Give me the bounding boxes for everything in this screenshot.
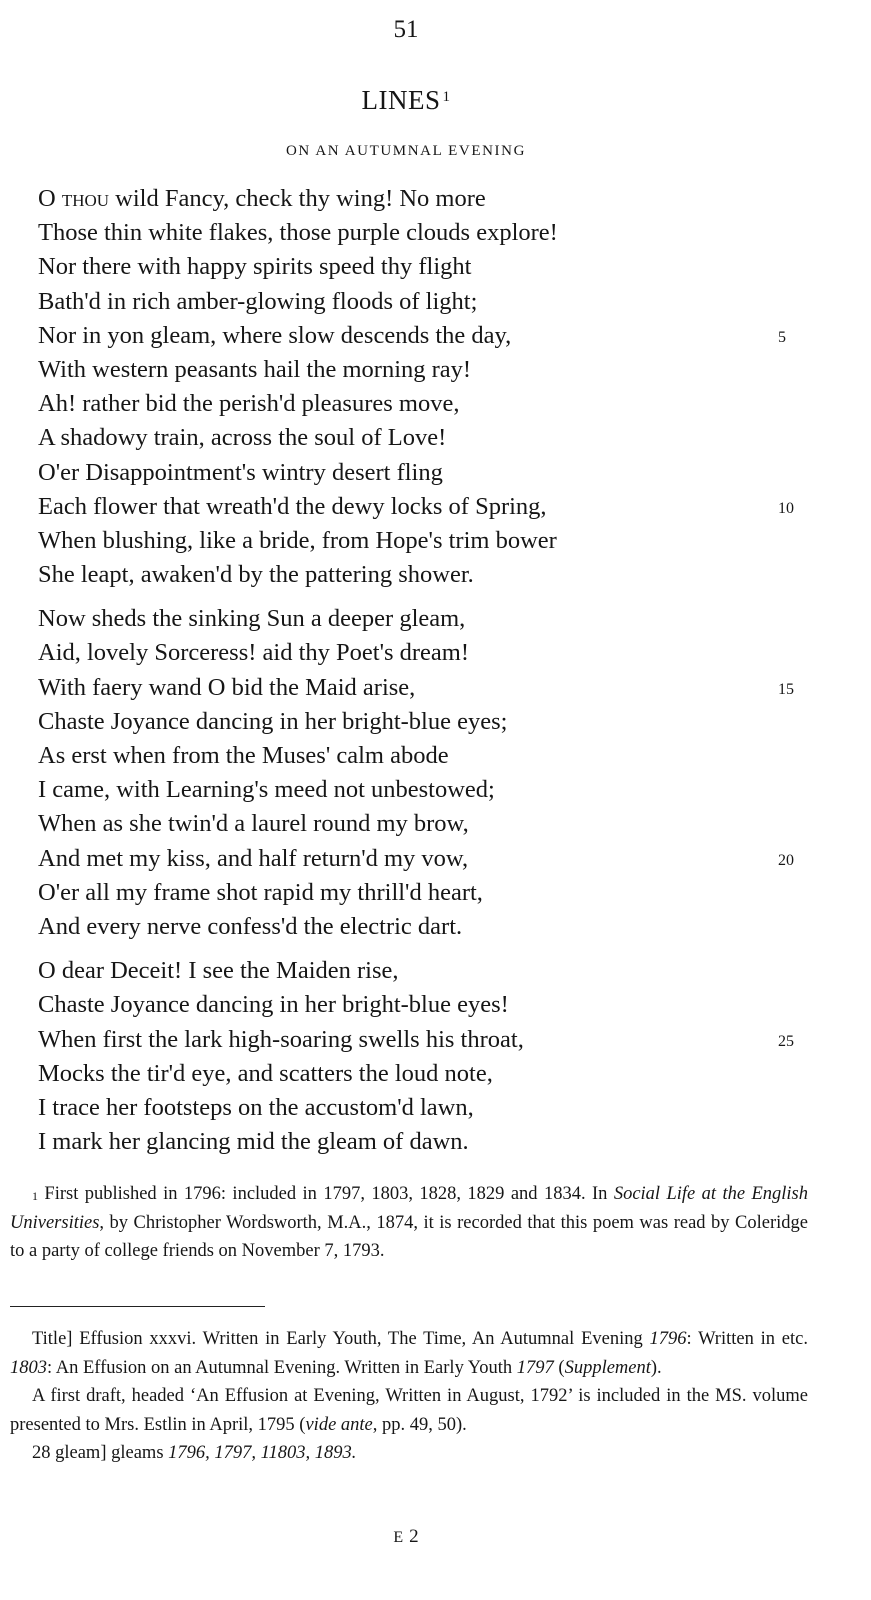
signature-number: 2	[409, 1526, 419, 1547]
footnote	[10, 1180, 808, 1266]
poem-line	[38, 524, 818, 558]
poem-line	[38, 842, 818, 876]
poem-line-text: And met my kiss, and half return'd my vow,	[38, 844, 469, 872]
poem-line	[38, 1023, 818, 1057]
poem-line	[38, 636, 818, 670]
signature-letter: E	[393, 1529, 404, 1546]
poem-line-text: O'er Disappointment's wintry desert fling	[38, 458, 443, 486]
poem-line-text: Mocks the tir'd eye, and scatters the loud note,	[38, 1059, 493, 1087]
poem-line-text: I mark her glancing mid the gleam of dawn.	[38, 1128, 469, 1156]
note-text: (	[553, 1357, 565, 1378]
poem-line	[38, 671, 818, 705]
poem-line-text: wild Fancy, check thy wing! No more	[109, 185, 486, 212]
poem-line-text: With western peasants hail the morning ray!	[38, 355, 472, 383]
footnote-marker: 1	[32, 1189, 38, 1203]
poem-line-text: When first the lark high-soaring swells his throat,	[38, 1025, 524, 1053]
poem-line	[38, 456, 818, 490]
footnote-text: First published in 1796: included in 1797, 1803, 1828, 1829 and 1834. In	[38, 1184, 614, 1204]
poem-line-text: Bath'd in rich amber-glowing floods of light;	[38, 287, 478, 315]
poem-line	[38, 319, 818, 353]
poem-line	[38, 558, 818, 592]
poem-line	[38, 285, 818, 319]
note-text: 28 gleam] gleams	[32, 1443, 169, 1463]
poem-line	[38, 705, 818, 739]
poem-line	[38, 773, 818, 807]
title-footnote-marker: 1	[442, 89, 451, 105]
poem-line-text: When as she twin'd a laurel round my brow,	[38, 810, 469, 838]
poem-line-text: Now sheds the sinking Sun a deeper gleam,	[38, 605, 466, 633]
note-title	[10, 1325, 808, 1382]
note-text: : Written in etc.	[686, 1329, 808, 1349]
poem-line	[38, 1091, 818, 1125]
poem-line	[38, 1125, 818, 1159]
poem-body	[38, 182, 818, 1169]
stanza	[38, 602, 818, 944]
note-supplement: Supplement	[564, 1357, 651, 1378]
line-number: 25	[778, 1032, 794, 1050]
note-text: ).	[650, 1357, 662, 1378]
poem-line-text: As erst when from the Muses' calm abode	[38, 742, 449, 769]
poem-title-text: LINES	[361, 85, 441, 115]
poem-line-text: Ah! rather bid the perish'd pleasures move,	[38, 390, 460, 418]
poem-title	[0, 85, 812, 116]
note-text: : An Effusion on an Autumnal Evening. Written in Early Youth	[47, 1357, 517, 1378]
poem-line-smallcaps: thou	[61, 185, 110, 212]
poem-line-text: With faery wand O bid the Maid arise,	[38, 673, 416, 701]
poem-line	[38, 954, 818, 988]
line-number: 10	[778, 499, 794, 517]
note-vide-ante: vide ante	[305, 1414, 373, 1435]
footnote-paragraph	[10, 1180, 808, 1266]
poem-line	[38, 876, 818, 910]
poem-line	[38, 739, 818, 773]
page-number: 51	[393, 16, 419, 43]
divider-rule	[10, 1306, 265, 1307]
footnote-book-title: Social Life at the English Universities	[10, 1184, 808, 1233]
poem-line-text: A shadowy train, across the soul of Love!	[38, 424, 447, 452]
poem-line-text: O'er all my frame shot rapid my thrill'd heart,	[38, 878, 483, 906]
poem-line-text: Chaste Joyance dancing in her bright-blue eyes!	[38, 991, 509, 1019]
note-first-draft	[10, 1382, 808, 1439]
poem-line-text: She leapt, awaken'd by the pattering shower.	[38, 561, 474, 589]
note-text: Title] Effusion xxxvi. Written in Early Youth, The Time, An Autumnal Evening	[32, 1329, 650, 1349]
poem-line-text: And every nerve confess'd the electric dart.	[38, 912, 463, 940]
poem-line-text: Aid, lovely Sorceress! aid thy Poet's dream!	[38, 639, 470, 667]
poem-line-text: Those thin white flakes, those purple clouds explore!	[38, 219, 558, 247]
poem-line-text: O	[38, 185, 62, 212]
poem-line-text: Nor in yon gleam, where slow descends the day,	[38, 321, 512, 349]
note-year: 1796	[649, 1329, 687, 1349]
poem-line	[38, 807, 818, 841]
line-number: 5	[778, 328, 786, 346]
poem-line-text: Nor there with happy spirits speed thy flight	[38, 253, 472, 281]
poem-line	[38, 910, 818, 944]
poem-subtitle: ON AN AUTUMNAL EVENING	[285, 143, 527, 159]
poem-line-text: O dear Deceit! I see the Maiden rise,	[38, 957, 399, 985]
stanza	[38, 182, 818, 592]
note-text: , pp. 49, 50).	[372, 1414, 467, 1435]
poem-line-text: Each flower that wreath'd the dewy locks of Spring,	[38, 492, 547, 520]
poem-line-text: When blushing, like a bride, from Hope's trim bower	[38, 526, 557, 554]
note-text: A first draft, headed ‘An Effusion at Evening, Written in August, 1792’ is included in the MS. volume presented to Mrs. Estlin in April, 1795 (	[10, 1386, 808, 1435]
poem-line	[38, 182, 818, 216]
line-number: 20	[778, 851, 794, 869]
poem-line	[38, 216, 818, 250]
signature-mark	[0, 1526, 812, 1548]
poem-line	[38, 353, 818, 387]
poem-line	[38, 421, 818, 455]
poem-line	[38, 1057, 818, 1091]
footnote-text: , by Christopher Wordsworth, M.A., 1874, it is recorded that this poem was read by Coleridge to a party of college friends on November 7, 1793.	[10, 1212, 808, 1261]
poem-line	[38, 602, 818, 636]
poem-line-text: Chaste Joyance dancing in her bright-blue eyes;	[38, 707, 508, 735]
note-line-28	[10, 1439, 808, 1468]
poem-line	[38, 387, 818, 421]
poem-line	[38, 988, 818, 1022]
stanza	[38, 954, 818, 1159]
poem-line-text: I came, with Learning's meed not unbestowed;	[38, 776, 495, 804]
poem-line	[38, 250, 818, 284]
note-year: 1797	[516, 1357, 554, 1378]
line-number: 15	[778, 680, 794, 698]
note-year: 1803	[10, 1357, 47, 1378]
note-years: 1796, 1797, 11803, 1893.	[168, 1443, 357, 1463]
textual-notes	[10, 1325, 808, 1468]
poem-line	[38, 490, 818, 524]
poem-line-text: I trace her footsteps on the accustom'd lawn,	[38, 1093, 474, 1121]
